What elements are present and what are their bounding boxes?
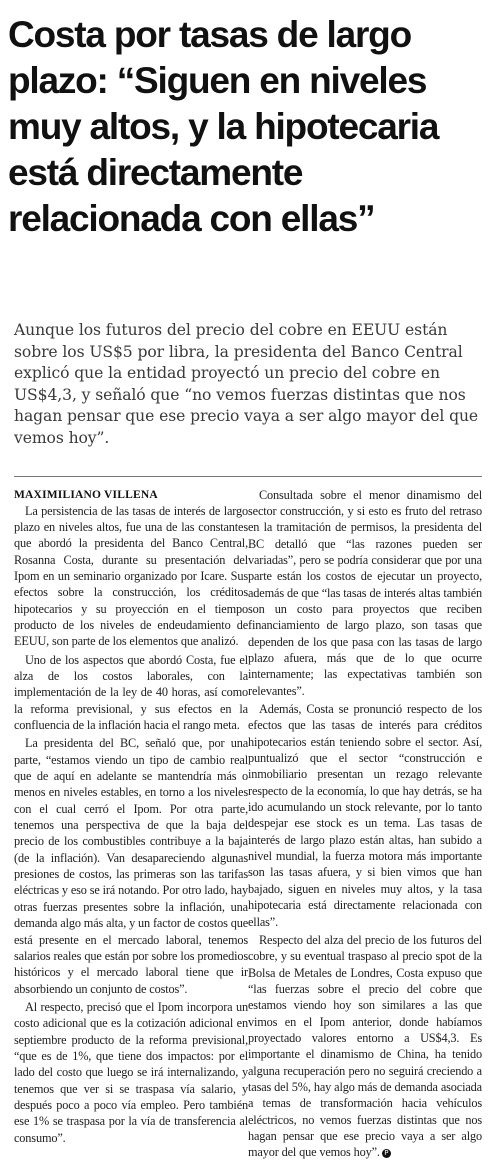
divider: [14, 476, 482, 477]
body-paragraph-text: Respecto del alza del precio de los futuros del cobre, y su eventual traspaso al precio spot de la Bolsa de Metales de Londres, Costa expuso que “las fuerzas sobre el precio del cobre que estamos viendo hoy son similares a las que vimos en el Ipom anterior, donde habíamos proyectado valores entorno a US$4,3. Es importante el dinamismo de China, ha tenido alguna recuperación pero no seguirá creciendo a tasas del 5%, hay algo más de demanda asociada a temas de transformación hacia vehículos eléctricos, no vemos fuerzas distintas que nos hagan pensar que ese precio vaya a ser algo mayor del que vemos hoy”.: [248, 932, 482, 1160]
body-paragraph: La persistencia de las tasas de interés de largo plazo en niveles altos, fue una de las constantes que abordó la presidenta del Banco Central, Rosanna Costa, durante su presentación del Ipom en un seminario organizado por Icare. Sus efectos sobre la construcción, los créditos hipotecarios y su proyección en el tiempo producto de los niveles de endeudamiento de EEUU, son parte de los elementos que analizó.: [14, 503, 248, 649]
body-columns: [14, 487, 482, 1161]
end-of-article-icon: P: [382, 1149, 391, 1158]
body-paragraph: Uno de los aspectos que abordó Costa, fue el alza de los costos laborales, con la implementación de la ley de 40 horas, así como la reforma previsional, y sus efectos en la confluencia de la inflación hacia el rango meta.: [14, 652, 248, 733]
headline: Costa por tasas de largo plazo: “Siguen en niveles muy altos, y la hipotecaria está directamente relacionada con ellas”: [8, 14, 439, 239]
body-paragraph: Al respecto, precisó que el Ipom incorpora un costo adicional que es la cotización adicional en septiembre producto de la reforma previsional, “que es de 1%, que tiene dos impactos: por el lado del costo que luego se irá internalizando, y tenemos que ver si se traspasa vía salario, y después poco a poco vía empleo. Pero también ese 1% se traspasa por la vía de transferencia al consumo”.: [14, 999, 248, 1145]
body-paragraph: [248, 932, 482, 1161]
byline: MAXIMILIANO VILLENA: [14, 488, 158, 501]
body-paragraph: Además, Costa se pronunció respecto de los efectos que las tasas de interés para créditos hipotecarios están teniendo sobre el sector. Así, puntualizó que el sector “construcción e inmobiliario presentan un rezago relevante respecto de la economía, lo que hay detrás, se ha ido acumulando un stock relevante, por lo tanto despejar ese stock es un tema. Las tasas de interés de largo plazo están altas, han subido a nivel mundial, la fuerza motora más importante son las tasas afuera, y si bien vimos que han bajado, siguen en niveles muy altos, y la tasa hipotecaria está directamente relacionada con ellas”.: [248, 702, 482, 929]
body-paragraph: La presidenta del BC, señaló que, por una parte, “estamos viendo un tipo de cambio real que de aquí en adelante se mantendría más o menos en niveles estables, en torno a los niveles con el cual cerró el Ipom. Por otra parte, tenemos una perspectiva de que la baja del precio de los combustibles contribuye a la baja (de la inflación). Van desapareciendo algunas presiones de costos, las primeras son las tarifas eléctricas y eso se irá notando. Por otro lado, hay otras fuerzas presentes sobre la inflación, una demanda algo más alta, y un factor de costos que está presente en el mercado laboral, tenemos salarios reales que están por sobre los promedios históricos y el mercado laboral tiene que ir absorbiendo un conjunto de costos”.: [14, 736, 248, 996]
body-paragraph: Consultada sobre el menor dinamismo del sector construcción, y si esto es fruto del retraso en la tramitación de permisos, la presidenta del BC detalló que “las razones pueden ser variadas”, pero se podría considerar que por una parte están los costos de ejecutar un proyecto, además de que “las tasas de interés altas también son un costo para proyectos que reciben financiamiento de largo plazo, son tasas que dependen de los que pasa con las tasas de largo plazo afuera, más que de lo que ocurre internamente; las expectativas también son relevantes”.: [248, 487, 482, 698]
column-left: [14, 487, 248, 1161]
column-right: [248, 487, 482, 1161]
lead-paragraph: Aunque los futuros del precio del cobre en EEUU están sobre los US$5 por libra, la presidenta del Banco Central explicó que la entidad proyectó un precio del cobre en US$4,3, y señaló que “no vemos fuerzas distintas que nos hagan pensar que ese precio vaya a ser algo mayor del que vemos hoy”.: [14, 321, 479, 447]
